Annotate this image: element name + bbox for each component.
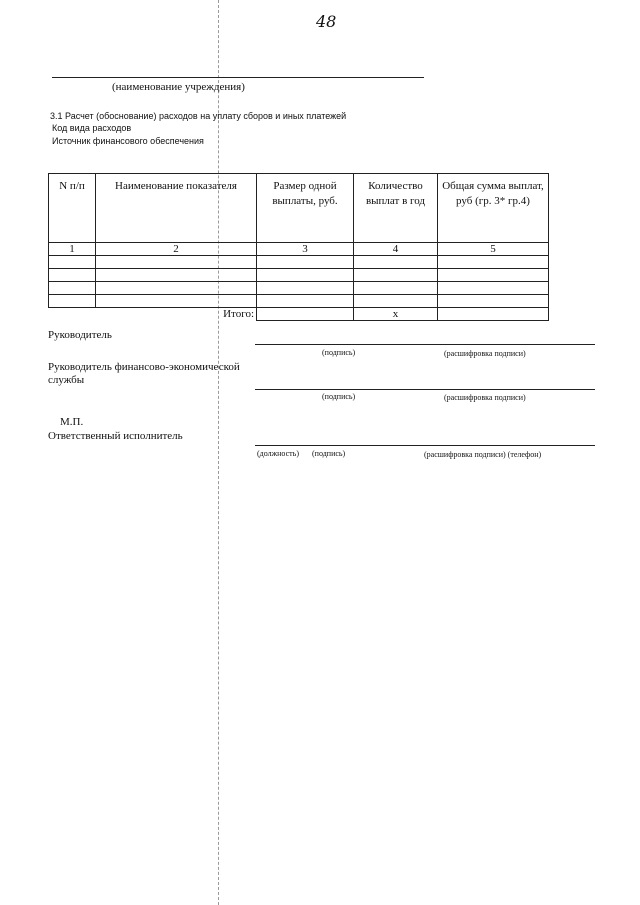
total-sum-cell	[438, 308, 549, 321]
section-title: 3.1 Расчет (обоснование) расходов на уплату сборов и иных платежей	[50, 111, 347, 121]
executor-caption-decode: (расшифровка подписи) (телефон)	[424, 450, 542, 459]
column-header: N п/п	[49, 174, 96, 243]
table-row	[49, 269, 549, 282]
finance-caption-sign: (подпись)	[322, 392, 356, 401]
total-qty-mark: x	[354, 308, 438, 321]
executor-label: Ответственный исполнитель	[48, 430, 183, 442]
table-cell	[257, 282, 354, 295]
finance-head-label: Руководитель финансово-экономической службы	[48, 361, 240, 386]
head-caption-decode: (расшифровка подписи)	[444, 349, 526, 358]
head-label: Руководитель	[48, 329, 112, 341]
table-cell	[354, 295, 438, 308]
column-number: 1	[49, 243, 96, 256]
column-header: Количество выплат в год	[354, 174, 438, 243]
table-row	[49, 282, 549, 295]
total-label: Итого:	[223, 308, 254, 321]
column-header: Размер одной выплаты, руб.	[257, 174, 354, 243]
table-cell	[438, 256, 549, 269]
table-cell	[49, 308, 96, 321]
finance-caption-decode: (расшифровка подписи)	[444, 393, 526, 402]
expense-code-label: Код вида расходов	[52, 123, 132, 133]
table-cell	[438, 269, 549, 282]
finance-signature-line	[255, 389, 595, 390]
table-cell	[438, 282, 549, 295]
table-cell	[354, 282, 438, 295]
table-cell	[96, 282, 257, 295]
total-amount-cell	[257, 308, 354, 321]
table-cell	[96, 269, 257, 282]
table-cell	[354, 269, 438, 282]
page-number: 48	[316, 12, 337, 31]
table-cell	[257, 295, 354, 308]
column-number: 2	[96, 243, 257, 256]
table-cell	[257, 256, 354, 269]
table-row	[49, 295, 549, 308]
org-name-line	[52, 77, 424, 78]
column-number: 5	[438, 243, 549, 256]
column-number: 4	[354, 243, 438, 256]
funding-source-label: Источник финансового обеспечения	[52, 136, 204, 146]
executor-caption-position: (должность)	[257, 449, 299, 458]
fold-line	[218, 0, 219, 905]
table-cell	[96, 295, 257, 308]
total-row	[49, 308, 549, 321]
table-cell	[257, 269, 354, 282]
table-cell	[49, 256, 96, 269]
table-cell	[49, 269, 96, 282]
table-cell	[438, 295, 549, 308]
head-caption-sign: (подпись)	[322, 348, 356, 357]
head-signature-line	[255, 344, 595, 345]
table-cell	[49, 282, 96, 295]
column-number: 3	[257, 243, 354, 256]
column-number-row	[49, 243, 549, 256]
table-cell	[354, 256, 438, 269]
org-name-caption: (наименование учреждения)	[112, 81, 245, 93]
table-cell	[96, 256, 257, 269]
executor-signature-line	[255, 445, 595, 446]
table-header-row	[49, 174, 549, 243]
stamp-label: М.П.	[60, 416, 84, 428]
table-cell	[49, 295, 96, 308]
column-header: Наименование показателя	[96, 174, 257, 243]
payments-table	[48, 173, 549, 321]
column-header: Общая сумма выплат, руб (гр. 3* гр.4)	[438, 174, 549, 243]
table-row	[49, 256, 549, 269]
executor-caption-sign: (подпись)	[312, 449, 346, 458]
